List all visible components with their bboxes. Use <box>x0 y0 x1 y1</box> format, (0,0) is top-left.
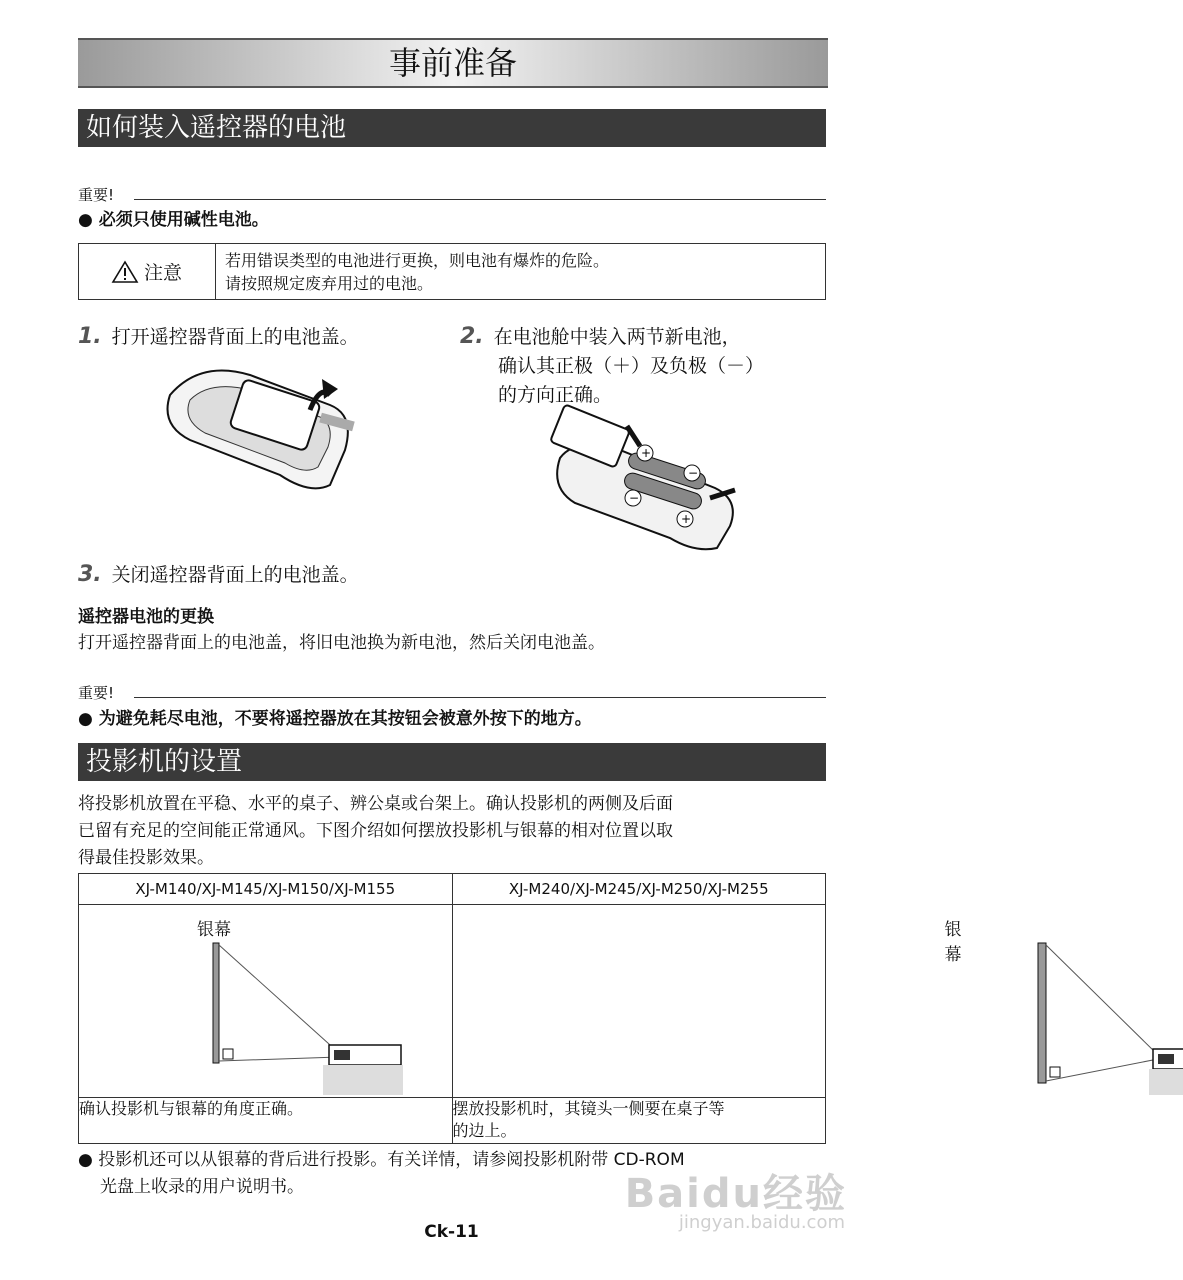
projector-diagram-1 <box>199 943 419 1095</box>
caution-label-cell <box>79 244 216 299</box>
svg-text:+: + <box>681 512 692 526</box>
setup-text: 将投影机放置在平稳、水平的桌子、辨公桌或台架上。确认投影机的两侧及后面 已留有充足的空间能正常通风。下图介绍如何摆放投影机与银幕的相对位置以取 得最佳投影效果。 <box>78 794 673 868</box>
page-title: 事前准备 <box>388 44 517 82</box>
bullet-icon: ● <box>78 210 93 230</box>
step-3 <box>78 560 359 587</box>
step-number: 2. <box>460 324 484 349</box>
important-bullet-1: ● 必须只使用碱性电池。 <box>78 210 269 230</box>
step-2: 2. 在电池舱中装入两节新电池， 确认其正极（＋）及负极（－） 的方向正确。 <box>460 324 765 406</box>
final-note: ● 投影机还可以从银幕的背后进行投影。有关详情，请参阅投影机附带 CD-ROM 光盘上收录的用户说明书。 <box>78 1150 685 1197</box>
svg-text:−: − <box>629 491 640 505</box>
page-number: Ck-11 <box>424 1222 479 1242</box>
col1-diagram-cell <box>79 905 453 1098</box>
warning-icon <box>112 261 138 283</box>
col2-caption: 摆放投影机时，其镜头一侧要在桌子等 的边上。 <box>452 1098 826 1144</box>
col2-diagram-cell <box>452 905 962 1098</box>
caution-box <box>78 243 826 300</box>
replace-text: 打开遥控器背面上的电池盖，将旧电池换为新电池，然后关闭电池盖。 <box>78 633 605 653</box>
screen-label: 银幕 <box>197 920 231 940</box>
watermark-logo: Baidu经验 <box>624 1171 847 1217</box>
step-1 <box>78 322 359 349</box>
important-row-1 <box>78 184 826 205</box>
col1-caption: 确认投影机与银幕的角度正确。 <box>79 1098 453 1144</box>
col1-header: XJ-M140/XJ-M145/XJ-M150/XJ-M155 <box>79 874 453 905</box>
important-bullet-2: ● 为避免耗尽电池，不要将遥控器放在其按钮会被意外按下的地方。 <box>78 709 592 729</box>
section-heading-battery: 如何装入遥控器的电池 <box>78 109 826 147</box>
step-text: 关闭遥控器背面上的电池盖。 <box>111 564 359 586</box>
step-number: 1. <box>78 324 102 349</box>
remote-open-cover-illustration <box>160 355 360 495</box>
bullet-icon: ● <box>78 709 93 729</box>
setup-table <box>78 873 962 1144</box>
step-number: 3. <box>78 562 102 587</box>
screen-label: 银幕 <box>944 920 962 965</box>
bullet-icon: ● <box>78 1150 93 1170</box>
caution-label: 注意 <box>143 262 182 284</box>
battery-insert-illustration <box>545 408 745 553</box>
important-row-2 <box>78 682 826 703</box>
page-title-bar <box>78 38 828 88</box>
svg-text:+: + <box>641 446 652 460</box>
watermark-url: jingyan.baidu.com <box>678 1212 845 1233</box>
section-heading-setup: 投影机的设置 <box>78 743 826 781</box>
divider <box>134 199 826 200</box>
important-label: 重要! <box>78 186 115 204</box>
divider <box>134 697 826 698</box>
replace-heading: 遥控器电池的更换 <box>78 607 214 627</box>
caution-text: 若用错误类型的电池进行更换，则电池有爆炸的危险。 请按照规定废弃用过的电池。 <box>225 251 610 293</box>
projector-diagram-2 <box>953 943 1183 1095</box>
col2-header: XJ-M240/XJ-M245/XJ-M250/XJ-M255 <box>452 874 826 905</box>
step-text: 打开遥控器背面上的电池盖。 <box>111 326 359 348</box>
svg-text:−: − <box>688 466 699 480</box>
important-label: 重要! <box>78 684 115 702</box>
